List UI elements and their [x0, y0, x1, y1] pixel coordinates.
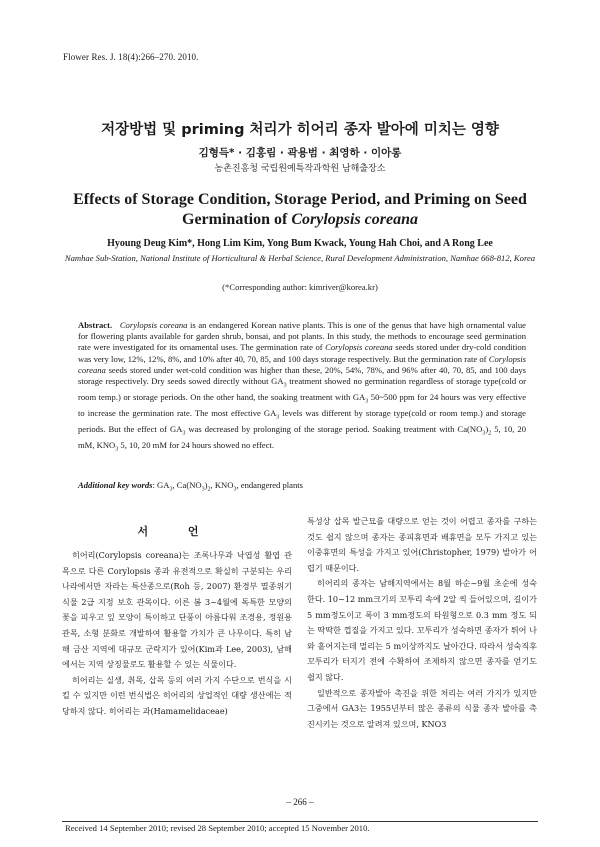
- paragraph: 일반적으로 종자발아 촉진을 위한 처리는 여러 가지가 있지만 그중에서 GA3는 1955년부터 많은 종류의 식물 종자 발아를 촉진시키는 것으로 알려져 있으며, KNO3: [307, 687, 537, 729]
- abstract-text: treatment showed no germination regardless of storage type(cold or room temp.) or storage periods. On the other hand, the soaking treatment with GA: [78, 376, 526, 402]
- abstract-text: seeds stored under wet-cold condition was higher than these, 20%, 54%, 78%, and 96% after 40, 70, 85, and 100 days storage respectively. Dry seeds sowed directly without GA: [78, 364, 526, 387]
- paragraph: 히어리의 종자는 남해지역에서는 8월 하순~9월 초순에 성숙한다. 10~12 mm크기의 꼬투리 속에 2알 씩 들어있으며, 길이가 5 mm정도이고 폭이 3 mm정도의 타원형으로 0.3 mm 정도 되는 딱딱한 껍질을 가지고 있다. 꼬투리가 성숙하면 종자가 튀어 나와 흩어지는데 멀리는 5 m이상까지도 날아간다. 따라서 성숙직후 꼬투리가 터지기 전에 수확하여 조제하지 않으면 종자를 얻기도 쉽지 않다.: [307, 578, 537, 682]
- subscript: 3: [276, 414, 280, 421]
- subscript: 3: [283, 382, 287, 389]
- keyword: ): [204, 480, 208, 490]
- abstract-text: levels was different by storage type(cold or room temp.) and storage periods. But the effect of GA: [78, 407, 526, 434]
- footnote-divider: [62, 821, 538, 822]
- subscript: 3: [182, 430, 186, 437]
- abstract-species: Corylopsis coreana: [78, 353, 526, 375]
- abstract-species: Corylopsis coreana: [325, 342, 393, 353]
- english-title: [40, 190, 560, 230]
- korean-authors: 김형득* · 김홍림 · 곽용범 · 최영하 · 이아롱: [198, 147, 402, 159]
- subscript: 3: [115, 446, 119, 453]
- abstract-text: 50~500 ppm for 24 hours was very effective to increase the germination rate. The most effective GA: [78, 391, 527, 418]
- subscript: 3: [365, 398, 369, 405]
- received-dates: Received 14 September 2010; revised 28 September 2010; accepted 15 November 2010.: [65, 823, 370, 833]
- corresponding-author: (*Corresponding author: kimriver@korea.kr): [222, 282, 378, 292]
- abstract-text: is an endangered Korean native plants. This is one of the genus that have high ornamental value for flowering plants available for garden shrub, bonsai, and pot plants. In this study, the methods to encourage seed germination rate were investigated for its ornamental uses. The germination rate of: [78, 320, 526, 353]
- keyword: , KNO: [210, 480, 234, 490]
- key-words-separator: :: [152, 480, 158, 490]
- english-title-species: Corylopsis coreana: [291, 211, 418, 228]
- key-words: [78, 480, 526, 493]
- paragraph: 히어리(Corylopsis coreana)는 조록나무과 낙엽성 활엽 관목으로 다른 Corylopsis 종과 유전적으로 확실히 구분되는 우리나라에서만 자라는 특산종으로(Roh 등, 2007) 환경부 멸종위기 식물 2급 지정 보호 관목이다. 이른 봄 3~4월에 독특한 모양의 꽃을 피우고 잎 모양이 특이하고 단풍이 아름다워 조경용, 정원용 관목, 소형 분화로 개발하여 활용할 가치가 큰 나무이다. 특히 남해 금산 지역에 대규모 군락지가 있어(Kim과 Lee, 2003), 남해에서는 지역 상징물로도 활용할 수 있는 식물이다.: [62, 550, 292, 670]
- abstract-species: Corylopsis coreana: [119, 320, 188, 330]
- abstract-text: 5, 10, 20 mM for 24 hours showed no effect.: [118, 439, 274, 450]
- subscript: 3: [233, 486, 237, 493]
- abstract: [78, 320, 526, 456]
- english-title-line2: Germination of: [182, 211, 292, 228]
- subscript: 2: [207, 486, 211, 493]
- english-affiliation: Namhae Sub-Station, National Institute of Horticultural & Herbal Science, Rural Development Administration, Namhae 668-812, Korea: [64, 253, 536, 263]
- paragraph: 특성상 삽목 발근묘를 대량으로 얻는 것이 어렵고 종자를 구하는 것도 쉽지 않으며 종자는 종피휴면과 배휴면을 모두 가지고 있는 이중휴면의 특성을 가지고 있어(Christopher, 1979) 발아가 어렵기 때문이다.: [307, 516, 537, 573]
- subscript: 3: [482, 430, 486, 437]
- page-number: – 266 –: [286, 797, 314, 807]
- abstract-text: seeds stored under dry-cold condition was very low, 12%, 12%, 8%, and 10% after 40, 70, 85, and 100 days storage respectively. But the germination rate of: [78, 342, 526, 364]
- subscript: 2: [488, 430, 492, 437]
- english-authors: Hyoung Deug Kim*, Hong Lim Kim, Yong Bum Kwack, Young Hah Choi, and A Rong Lee: [107, 238, 493, 249]
- abstract-label: Abstract.: [78, 320, 113, 330]
- abstract-text: was decreased by prolonging of the storage period. Soaking treatment with Ca(NO: [185, 423, 483, 434]
- keyword: , endangered plants: [236, 480, 304, 490]
- key-words-label: Additional key words: [78, 480, 153, 490]
- section-heading-introduction: 서 언: [137, 525, 217, 538]
- paragraph: 히어리는 실생, 취목, 삽목 등의 여러 가지 수단으로 번식을 시킬 수 있지만 이런 번식법은 히어리의 상업적인 대량 생산에는 적당하지 않다. 히어리는 과(Hamamelidaceae): [62, 674, 292, 716]
- korean-affiliation: 농촌진흥청 국립원예특작과학원 남해출장소: [214, 164, 386, 174]
- subscript: 3: [201, 486, 205, 493]
- keyword: , Ca(NO: [172, 480, 202, 490]
- subscript: 3: [169, 486, 173, 493]
- journal-reference: Flower Res. J. 18(4):266–270. 2010.: [63, 52, 199, 62]
- abstract-text: ): [485, 423, 489, 434]
- left-column: [62, 548, 292, 720]
- right-column: [307, 514, 537, 732]
- abstract-text: 5, 10, 20 mM, KNO: [78, 423, 527, 450]
- english-title-line1: Effects of Storage Condition, Storage Period, and Priming on Seed: [73, 191, 527, 208]
- keyword: GA: [157, 480, 170, 490]
- korean-title: 저장방법 및 priming 처리가 히어리 종자 발아에 미치는 영향: [101, 122, 499, 138]
